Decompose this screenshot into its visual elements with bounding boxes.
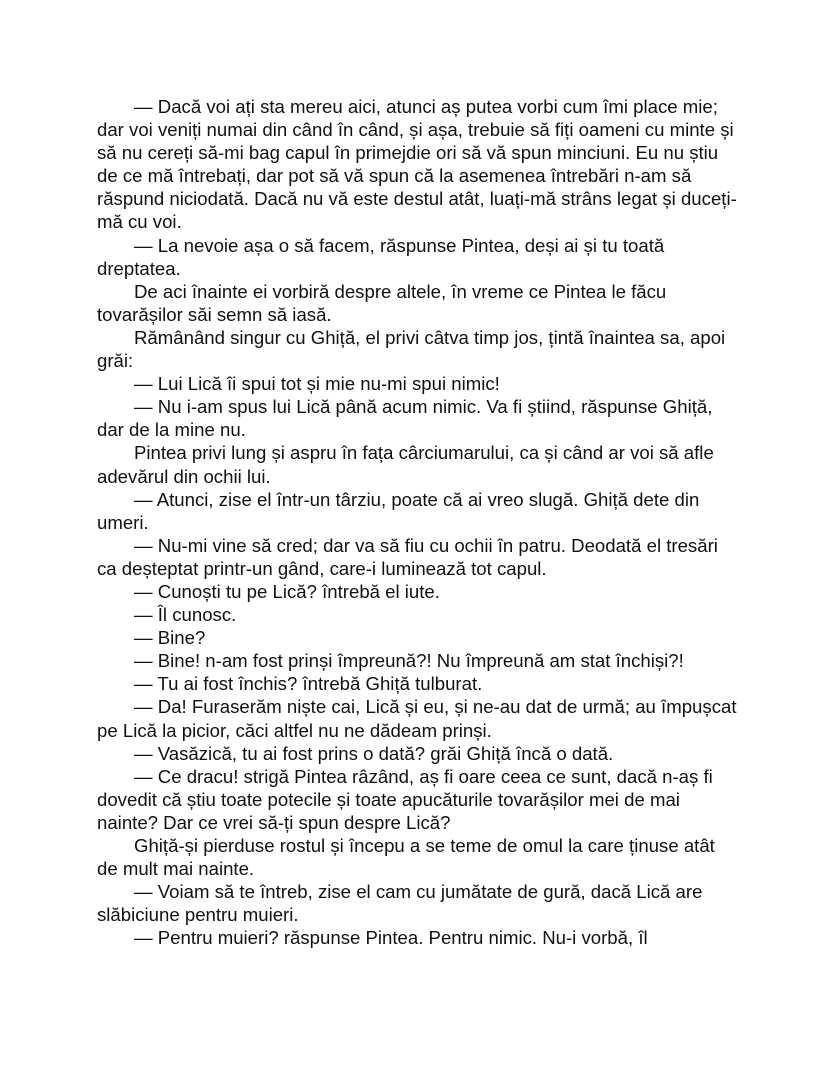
paragraph: — Bine! n-am fost prinși împreună?! Nu împreună am stat închiși?! [134, 650, 684, 672]
paragraph: — Ce dracu! strigă Pintea râzând, aș fi oare ceea ce sunt, dacă n-aș fi dovedit că știu toate potecile și toate apucăturile tovarășilor mei de mai nainte? Dar ce vrei să-ți spun despre Lică? [97, 765, 713, 833]
paragraph: — Nu-mi vine să cred; dar va să fiu cu ochii în patru. Deodată el tresări ca deșteptat printr-un gând, care-i luminează tot capul. [97, 534, 718, 579]
paragraph: Rămânând singur cu Ghiță, el privi câtva timp jos, țintă înaintea sa, apoi grăi: [97, 326, 726, 372]
paragraph: — Da! Furaserăm niște cai, Lică și eu, și ne-au dat de urmă; au împușcat pe Lică la picior, căci altfel nu ne dădeam prinși. [97, 696, 737, 741]
paragraph: — Nu i-am spus lui Lică până acum nimic. Va fi știind, răspunse Ghiță, dar de la mine nu. [97, 396, 713, 441]
paragraph: Ghiță-și pierduse rostul și începu a se teme de omul la care ținuse atât de mult mai nainte. [97, 835, 715, 880]
paragraph: — La nevoie așa o să facem, răspunse Pintea, deși ai și tu toată dreptatea. [97, 234, 665, 279]
paragraph: — Lui Lică îi spui tot și mie nu-mi spui nimic! [134, 373, 500, 395]
paragraph: — Cunoști tu pe Lică? întrebă el iute. [134, 580, 440, 602]
paragraph: — Bine? [134, 627, 206, 649]
paragraph: — Atunci, zise el într-un târziu, poate că ai vreo slugă. Ghiță dete din umeri. [97, 488, 700, 533]
paragraph: — Tu ai fost închis? întrebă Ghiță tulburat. [134, 673, 483, 695]
paragraph: — Dacă voi ați sta mereu aici, atunci aș putea vorbi cum îmi place mie; dar voi veniți numai din când în când, și așa, trebuie să fiți oameni cu minte și să nu cereți să-mi bag capul în primejdie ori să vă spun minciuni. Eu nu știu de ce mă întrebați, dar pot să vă spun că la asemenea întrebări n-am să răspund niciodată. Dacă nu vă este destul atât, luați-mă strâns legat și duceți-mă cu voi. [97, 96, 737, 233]
paragraph: — Pentru muieri? răspunse Pintea. Pentru nimic. Nu-i vorbă, îl [134, 927, 648, 949]
paragraph: — Îl cunosc. [134, 604, 237, 626]
paragraph: Pintea privi lung și aspru în fața cârciumarului, ca și când ar voi să afle adevărul din ochii lui. [97, 442, 714, 487]
paragraph: De aci înainte ei vorbiră despre altele, în vreme ce Pintea le făcu tovarășilor săi semn să iasă. [97, 280, 667, 325]
paragraph: — Voiam să te întreb, zise el cam cu jumătate de gură, dacă Lică are slăbiciune pentru muieri. [97, 881, 703, 926]
document-page [97, 95, 737, 949]
paragraph: — Vasăzică, tu ai fost prins o dată? grăi Ghiță încă o dată. [134, 742, 614, 764]
